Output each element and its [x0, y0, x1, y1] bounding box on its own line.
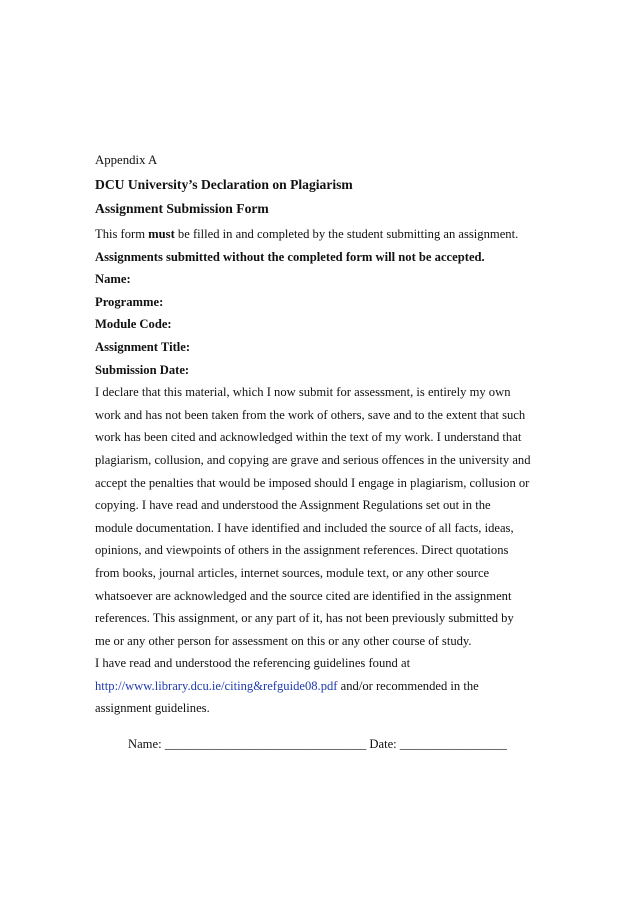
signature-date-blank[interactable]: _________________: [399, 737, 507, 751]
declaration-line: I declare that this material, which I now submit for assessment, is entirely my own: [95, 385, 511, 400]
declaration-paragraph: [95, 381, 565, 652]
instruction-post: be filled in and completed by the student submitting an assignment.: [174, 227, 519, 241]
instruction-pre: This form: [95, 227, 149, 241]
declaration-line: accept the penalties that would be imposed should I engage in plagiarism, collusion or: [95, 475, 530, 490]
declaration-line: references. This assignment, or any part of it, has not been previously submitted by: [95, 611, 514, 626]
declaration-line: work and has not been taken from the work of others, save and to the extent that such: [95, 407, 526, 422]
declaration-line: work has been cited and acknowledged within the text of my work. I understand that: [95, 430, 522, 445]
declaration-line: opinions, and viewpoints of others in the assignment references. Direct quotations: [95, 543, 509, 558]
referencing-line: assignment guidelines.: [95, 701, 210, 716]
appendix-label: Appendix A: [95, 153, 158, 167]
field-programme-label: Programme:: [95, 294, 164, 309]
instruction-emphasis: must: [148, 227, 175, 241]
referencing-paragraph: [95, 652, 565, 720]
field-module-code-label: Module Code:: [95, 317, 172, 332]
declaration-document: [95, 149, 565, 720]
field-assignment-title-label: Assignment Title:: [95, 339, 191, 354]
signature-date-label: Date:: [369, 737, 397, 751]
field-name-label: Name:: [95, 272, 131, 287]
declaration-line: copying. I have read and understood the Assignment Regulations set out in the: [95, 498, 491, 513]
warning-text: Assignments submitted without the completed form will not be accepted.: [95, 249, 485, 264]
instruction-text: [95, 223, 565, 246]
signature-name-label: Name:: [128, 737, 162, 751]
referencing-after-link: and/or recommended in the: [337, 678, 479, 693]
signature-row: [128, 734, 507, 754]
document-title: DCU University’s Declaration on Plagiarism: [95, 177, 353, 192]
form-subtitle: Assignment Submission Form: [95, 201, 269, 216]
declaration-line: whatsoever are acknowledged and the source cited are identified in the assignment: [95, 588, 512, 603]
signature-name-blank[interactable]: ________________________________: [164, 737, 367, 751]
declaration-line: from books, journal articles, internet sources, module text, or any other source: [95, 565, 490, 580]
declaration-line: me or any other person for assessment on this or any other course of study.: [95, 633, 472, 648]
referencing-line-with-link: [95, 675, 565, 698]
referencing-guide-link[interactable]: http://www.library.dcu.ie/citing&refguide08.pdf: [95, 678, 338, 693]
declaration-line: plagiarism, collusion, and copying are grave and serious offences in the university and: [95, 452, 531, 467]
field-submission-date-label: Submission Date:: [95, 362, 190, 377]
declaration-line: module documentation. I have identified and included the source of all facts, ideas,: [95, 520, 514, 535]
referencing-line: I have read and understood the referencing guidelines found at: [95, 656, 411, 671]
